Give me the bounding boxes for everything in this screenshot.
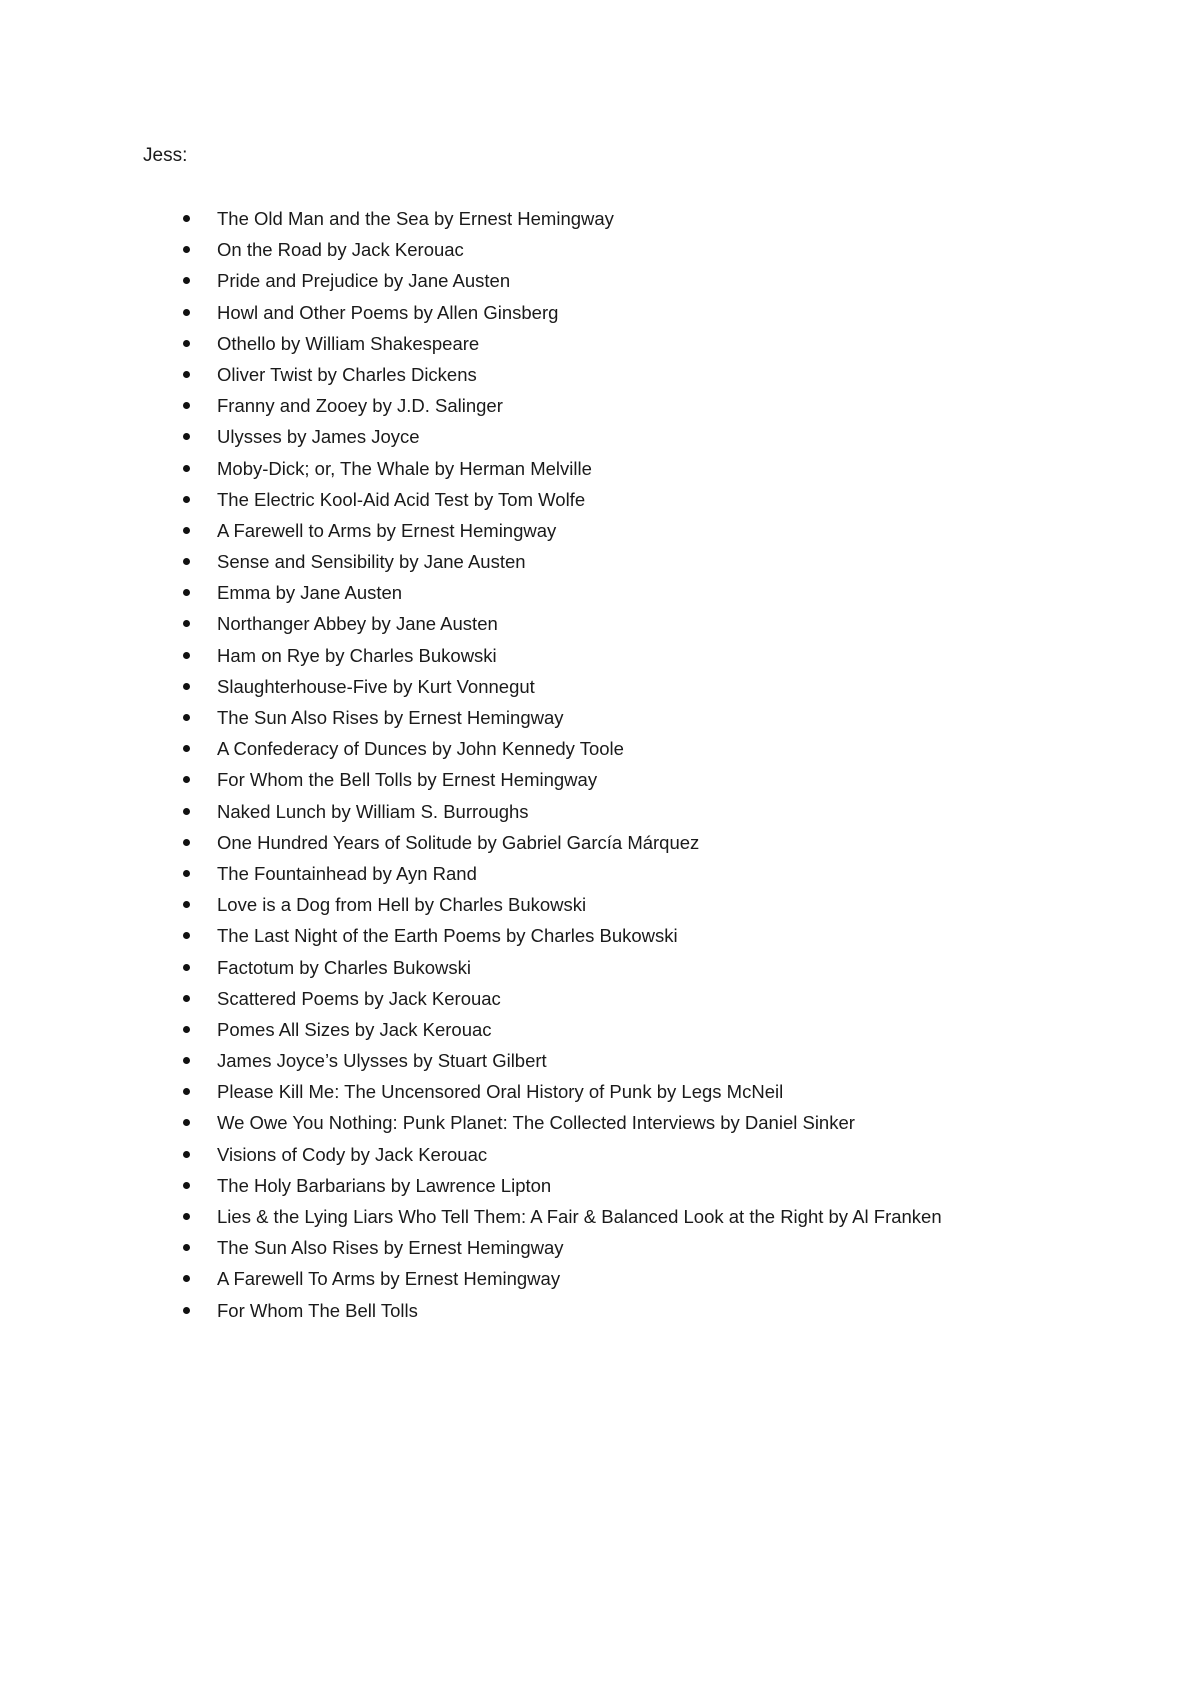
list-item <box>0 265 1200 296</box>
bullet-icon <box>183 1119 190 1126</box>
book-title: James Joyce’s Ulysses by Stuart Gilbert <box>217 1050 547 1072</box>
bullet-icon <box>183 246 190 253</box>
list-item <box>0 390 1200 421</box>
bullet-icon <box>183 620 190 627</box>
book-title: Lies & the Lying Liars Who Tell Them: A Fair & Balanced Look at the Right by Al Franken <box>217 1206 942 1227</box>
list-item <box>0 1295 1200 1326</box>
bullet-icon <box>183 1244 190 1251</box>
book-title: Sense and Sensibility by Jane Austen <box>217 551 526 573</box>
bullet-icon <box>183 995 190 1002</box>
list-item <box>0 889 1200 920</box>
bullet-icon <box>183 652 190 659</box>
bullet-icon <box>183 589 190 596</box>
book-title: Visions of Cody by Jack Kerouac <box>217 1143 488 1165</box>
book-title: Naked Lunch by William S. Burroughs <box>217 800 529 822</box>
list-item <box>0 1107 1200 1138</box>
bullet-icon <box>183 683 190 690</box>
list-item <box>0 359 1200 390</box>
list-item <box>0 577 1200 608</box>
book-title: The Fountainhead by Ayn Rand <box>217 862 477 884</box>
list-item <box>0 827 1200 858</box>
book-title: Ham on Rye by Charles Bukowski <box>217 644 497 666</box>
list-item <box>0 1014 1200 1045</box>
bullet-icon <box>183 1182 190 1189</box>
bullet-icon <box>183 371 190 378</box>
list-item <box>0 858 1200 889</box>
bullet-icon <box>183 465 190 472</box>
book-title: Northanger Abbey by Jane Austen <box>217 613 498 635</box>
book-title: Slaughterhouse-Five by Kurt Vonnegut <box>217 675 535 697</box>
bullet-icon <box>183 433 190 440</box>
list-item <box>0 733 1200 764</box>
bullet-icon <box>183 1213 190 1220</box>
bullet-icon <box>183 558 190 565</box>
list-item <box>0 983 1200 1014</box>
book-title: On the Road by Jack Kerouac <box>217 239 464 261</box>
list-item <box>0 1076 1200 1107</box>
bullet-icon <box>183 277 190 284</box>
bullet-icon <box>183 776 190 783</box>
list-item <box>0 1263 1200 1294</box>
bullet-icon <box>183 839 190 846</box>
book-title: Moby-Dick; or, The Whale by Herman Melville <box>217 457 592 479</box>
bullet-icon <box>183 1026 190 1033</box>
list-item <box>0 1045 1200 1076</box>
list-item <box>0 796 1200 827</box>
bullet-icon <box>183 1275 190 1282</box>
book-title: A Confederacy of Dunces by John Kennedy Toole <box>217 738 624 760</box>
book-title: A Farewell To Arms by Ernest Hemingway <box>217 1268 561 1290</box>
list-item <box>0 1201 1200 1232</box>
bullet-icon <box>183 1057 190 1064</box>
book-title: The Last Night of the Earth Poems by Charles Bukowski <box>217 925 678 947</box>
bullet-icon <box>183 1151 190 1158</box>
book-title: For Whom the Bell Tolls by Ernest Hemingway <box>217 769 598 791</box>
list-item <box>0 234 1200 265</box>
book-title: Factotum by Charles Bukowski <box>217 956 471 978</box>
list-item <box>0 702 1200 733</box>
book-title: The Electric Kool-Aid Acid Test by Tom Wolfe <box>217 488 586 510</box>
list-item <box>0 515 1200 546</box>
book-title: Please Kill Me: The Uncensored Oral History of Punk by Legs McNeil <box>217 1081 784 1103</box>
book-title: A Farewell to Arms by Ernest Hemingway <box>217 519 557 541</box>
list-item <box>0 920 1200 951</box>
bullet-icon <box>183 309 190 316</box>
list-item <box>0 203 1200 234</box>
book-title: Howl and Other Poems by Allen Ginsberg <box>217 301 559 323</box>
list-item <box>0 952 1200 983</box>
bullet-icon <box>183 714 190 721</box>
book-title: Emma by Jane Austen <box>217 582 403 604</box>
bullet-icon <box>183 496 190 503</box>
bullet-icon <box>183 901 190 908</box>
list-item <box>0 1232 1200 1263</box>
list-item <box>0 546 1200 577</box>
bullet-icon <box>183 1088 190 1095</box>
list-item <box>0 484 1200 515</box>
list-heading: Jess: <box>143 145 188 166</box>
book-title: The Old Man and the Sea by Ernest Hemingway <box>217 208 614 229</box>
list-item <box>0 297 1200 328</box>
bullet-icon <box>183 932 190 939</box>
bullet-icon <box>183 1307 190 1314</box>
list-item <box>0 328 1200 359</box>
bullet-icon <box>183 870 190 877</box>
book-title: For Whom The Bell Tolls <box>217 1299 418 1321</box>
list-item <box>0 608 1200 639</box>
bullet-icon <box>183 340 190 347</box>
bullet-icon <box>183 745 190 752</box>
book-list <box>0 203 1200 1326</box>
book-title: Love is a Dog from Hell by Charles Bukowski <box>217 894 587 916</box>
book-title: Pomes All Sizes by Jack Kerouac <box>217 1018 492 1040</box>
book-title: One Hundred Years of Solitude by Gabriel García Márquez <box>217 831 700 853</box>
bullet-icon <box>183 527 190 534</box>
book-title: Ulysses by James Joyce <box>217 426 420 448</box>
list-item <box>0 764 1200 795</box>
list-item <box>0 453 1200 484</box>
book-title: The Sun Also Rises by Ernest Hemingway <box>217 1237 564 1259</box>
bullet-icon <box>183 402 190 409</box>
list-item <box>0 640 1200 671</box>
book-title: We Owe You Nothing: Punk Planet: The Collected Interviews by Daniel Sinker <box>217 1112 855 1134</box>
bullet-icon <box>183 964 190 971</box>
book-title: Oliver Twist by Charles Dickens <box>217 363 477 385</box>
bullet-icon <box>183 215 190 222</box>
book-title: Franny and Zooey by J.D. Salinger <box>217 395 503 417</box>
book-title: The Holy Barbarians by Lawrence Lipton <box>217 1174 552 1196</box>
book-title: Pride and Prejudice by Jane Austen <box>217 270 511 292</box>
list-item <box>0 421 1200 452</box>
list-item <box>0 671 1200 702</box>
book-title: The Sun Also Rises by Ernest Hemingway <box>217 707 564 728</box>
list-item <box>0 1139 1200 1170</box>
book-title: Scattered Poems by Jack Kerouac <box>217 987 501 1009</box>
bullet-icon <box>183 808 190 815</box>
book-title: Othello by William Shakespeare <box>217 332 480 354</box>
list-item <box>0 1170 1200 1201</box>
